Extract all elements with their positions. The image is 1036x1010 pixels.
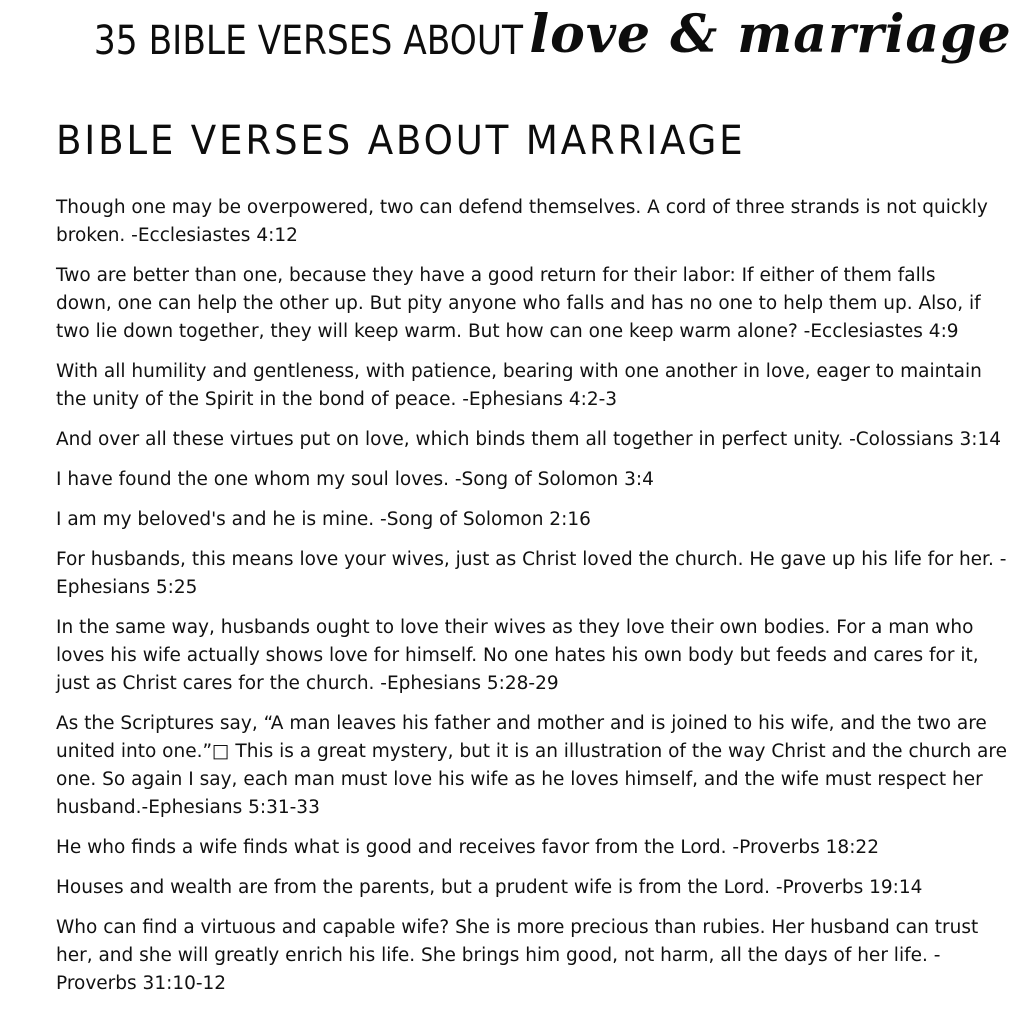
verse-paragraph <box>56 358 1031 414</box>
verse-line: Two are better than one, because they have a good return for their labor: If either of them falls <box>56 265 936 286</box>
verse-line: husband.-Ephesians 5:31-33 <box>56 797 320 818</box>
verse-line: I have found the one whom my soul loves. -Song of Solomon 3:4 <box>56 469 654 490</box>
page-title <box>0 2 1036 92</box>
verse-line: As the Scriptures say, “A man leaves his father and mother and is joined to his wife, and the two are <box>56 713 987 734</box>
verse-line: one. So again I say, each man must love his wife as he loves himself, and the wife must respect her <box>56 769 983 790</box>
verse-line: just as Christ cares for the church. -Ephesians 5:28-29 <box>56 673 559 694</box>
verse-paragraph <box>56 874 1031 902</box>
verse-line: united into one.”□ This is a great mystery, but it is an illustration of the way Christ and the church are <box>56 741 1007 762</box>
verse-line: And over all these virtues put on love, which binds them all together in perfect unity. -Colossians 3:14 <box>56 429 1001 450</box>
verse-line: In the same way, husbands ought to love their wives as they love their own bodies. For a man who <box>56 617 974 638</box>
verse-line: her, and she will greatly enrich his life. She brings him good, not harm, all the days of her life. - <box>56 945 941 966</box>
verse-paragraph <box>56 506 1031 534</box>
verse-paragraph <box>56 710 1031 822</box>
verse-line: the unity of the Spirit in the bond of peace. -Ephesians 4:2-3 <box>56 389 618 410</box>
verse-paragraph <box>56 834 1031 862</box>
verse-paragraph <box>56 546 1031 602</box>
verse-line: broken. -Ecclesiastes 4:12 <box>56 225 298 246</box>
verse-paragraph <box>56 262 1031 346</box>
verse-line: loves his wife actually shows love for himself. No one hates his own body but feeds and cares for it, <box>56 645 979 666</box>
verse-paragraph <box>56 466 1031 494</box>
verse-paragraph <box>56 614 1031 698</box>
verse-line: With all humility and gentleness, with patience, bearing with one another in love, eager to maintain <box>56 361 982 382</box>
verse-line: Houses and wealth are from the parents, but a prudent wife is from the Lord. -Proverbs 19:14 <box>56 877 923 898</box>
title-plain-text: 35 BIBLE VERSES ABOUT <box>94 17 524 64</box>
verse-line: Who can find a virtuous and capable wife? She is more precious than rubies. Her husband can trust <box>56 917 979 938</box>
verse-line: Ephesians 5:25 <box>56 577 198 598</box>
verse-paragraph <box>56 194 1031 250</box>
verse-line: Though one may be overpowered, two can defend themselves. A cord of three strands is not quickly <box>56 197 988 218</box>
verse-line: Proverbs 31:10-12 <box>56 973 227 994</box>
section-heading: BIBLE VERSES ABOUT MARRIAGE <box>56 118 746 164</box>
verse-line: down, one can help the other up. But pity anyone who falls and has no one to help them up. Also, if <box>56 293 981 314</box>
verse-line: I am my beloved's and he is mine. -Song of Solomon 2:16 <box>56 509 591 530</box>
verse-line: He who finds a wife finds what is good and receives favor from the Lord. -Proverbs 18:22 <box>56 837 879 858</box>
title-script-text: love & marriage <box>529 4 1012 65</box>
verse-paragraph <box>56 914 1031 998</box>
verse-paragraph <box>56 426 1031 454</box>
verse-list <box>56 194 1031 1010</box>
verse-line: two lie down together, they will keep warm. But how can one keep warm alone? -Ecclesiastes 4:9 <box>56 321 959 342</box>
verse-line: For husbands, this means love your wives, just as Christ loved the church. He gave up his life for her. - <box>56 549 1007 570</box>
